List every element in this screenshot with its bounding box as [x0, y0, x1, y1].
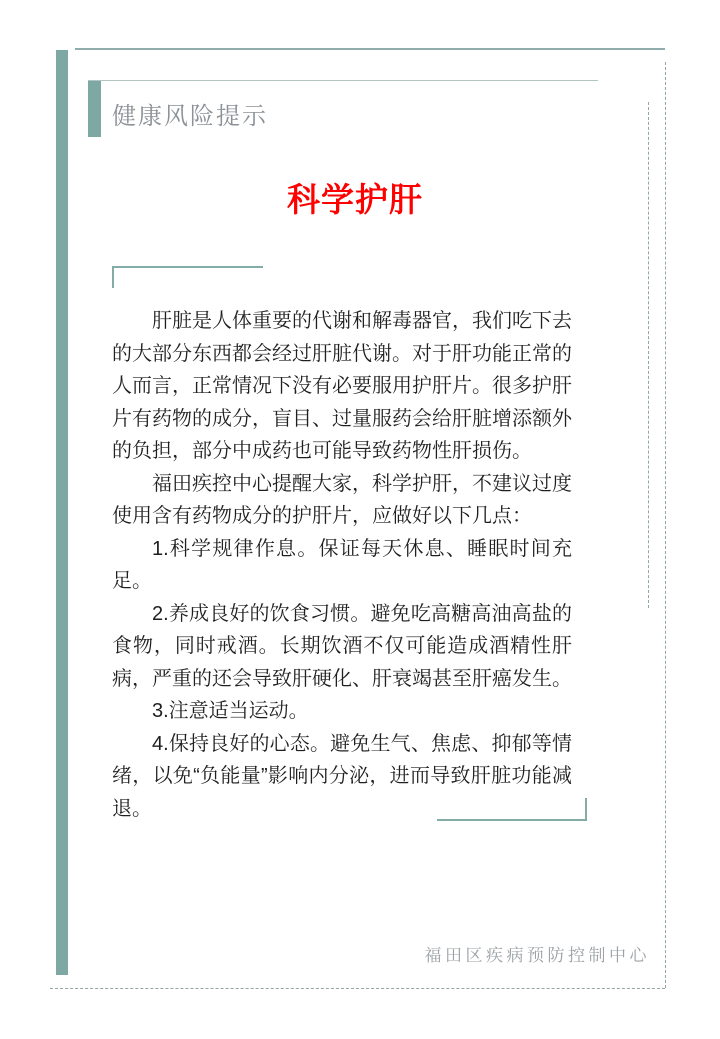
list-item-2: 2.养成良好的饮食习惯。避免吃高糖高油高盐的食物，同时戒酒。长期饮酒不仅可能造成酒精性肝病，严重的还会导致肝硬化、肝衰竭甚至肝癌发生。	[112, 602, 572, 690]
header-accent-square	[88, 80, 101, 137]
list-item-4: 4.保持良好的心态。避免生气、焦虑、抑郁等情绪，以免“负能量”影响内分泌，进而导致肝脏功能减退。	[112, 732, 572, 820]
corner-bracket-top-left	[112, 266, 263, 288]
header-divider-line	[88, 80, 598, 81]
notice-body	[112, 305, 572, 825]
section-header: 健康风险提示	[112, 103, 268, 130]
list-item-1: 1.科学规律作息。保证每天休息、睡眠时间充足。	[112, 537, 572, 592]
paragraph-advice-lead: 福田疾控中心提醒大家，科学护肝，不建议过度使用含有药物成分的护肝片，应做好以下几点：	[112, 472, 572, 527]
page-title: 科学护肝	[287, 181, 423, 218]
dashed-border-bottom	[50, 988, 665, 989]
corner-bracket-bottom-right	[437, 798, 587, 821]
dashed-border-right-inner	[648, 102, 649, 608]
dashed-border-right-outer	[665, 62, 666, 988]
left-accent-bar	[56, 50, 68, 975]
list-item-3: 3.注意适当运动。	[152, 700, 309, 722]
paragraph-intro: 肝脏是人体重要的代谢和解毒器官，我们吃下去的大部分东西都会经过肝脏代谢。对于肝功能正常的人而言，正常情况下没有必要服用护肝片。很多护肝片有药物的成分，盲目、过量服药会给肝脏增添额外的负担，部分中成药也可能导致药物性肝损伤。	[112, 310, 572, 462]
top-divider-line	[75, 48, 665, 50]
issuer-name: 福田区疾病预防控制中心	[424, 946, 650, 965]
